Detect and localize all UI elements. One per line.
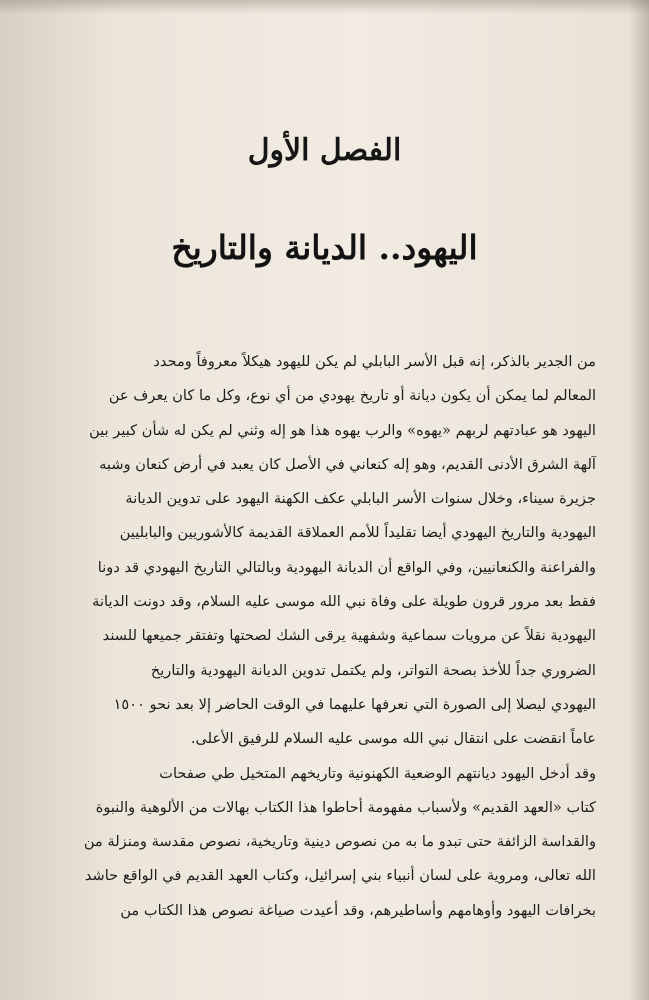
text-line: اليهودي ليصلا إلى الصورة التي نعرفها عليهما في الوقت الحاضر إلا بعد نحو ١٥٠٠ <box>113 695 596 713</box>
text-line: اليهودية نقلاً عن مرويات سماعية وشفهية يرقى الشك لصحتها وتفتقر جميعها للسند <box>102 627 596 645</box>
text-line: من الجدير بالذكر، إنه قبل الأسر البابلي لم يكن لليهود هيكلاً معروفاً ومحدد <box>153 353 596 370</box>
paragraph-1 <box>62 345 618 757</box>
body-text <box>62 345 618 928</box>
text-line: اليهودية والتاريخ اليهودي أيضا تقليداً للأمم العملاقة القديمة كالأشوريين والبابليين <box>119 524 596 542</box>
text-line: كتاب «العهد القديم» ولأسباب مفهومة أحاطوا هذا الكتاب بهالات من الألوهية والنبوة <box>95 798 596 816</box>
text-line: عاماً انقضت على انتقال نبي الله موسى عليه السلام للرفيق الأعلى. <box>190 730 596 748</box>
text-line: جزيرة سيناء، وخلال سنوات الأسر البابلي عكف الكهنة اليهود على تدوين الديانة <box>125 490 596 508</box>
text-line: اليهود هو عبادتهم لربهم «يهوه» والرب يهوه هذا هو إله وثني لم يكن له شأن كبير بين <box>89 421 596 439</box>
page-top-shadow <box>0 0 649 14</box>
text-line: الضروري جداً للأخذ بصحة التواتر، ولم يكتمل تدوين الديانة اليهودية والتاريخ <box>150 661 596 679</box>
text-line: الله تعالى، ومروية على لسان أنبياء بني إسرائيل، وكتاب العهد القديم في الواقع حاشد <box>84 867 596 885</box>
text-line: فقط بعد مرور قرون طويلة على وفاة نبي الله موسى عليه السلام، وقد دونت الديانة <box>92 593 596 611</box>
paragraph-2 <box>62 757 618 928</box>
chapter-title: اليهود.. الديانة والتاريخ <box>171 228 478 267</box>
text-line: وقد أدخل اليهود ديانتهم الوضعية الكهنونية وتاريخهم المتخيل طي صفحات <box>159 764 596 782</box>
text-line: آلهة الشرق الأدنى القديم، وهو إله كنعاني في الأصل كان يعبد في أرض كنعان وشبه <box>99 455 596 473</box>
text-line: بخرافات اليهود وأوهامهم وأساطيرهم، وقد أعيدت صياغة نصوص هذا الكتاب من <box>120 901 596 919</box>
text-line: والقداسة الزائفة حتى تبدو ما به من نصوص دينية وتاريخية، نصوص مقدسة ومنزلة من <box>83 833 596 851</box>
text-line: المعالم لما يمكن أن يكون ديانة أو تاريخ يهودي من أي نوع، وكل ما كان يعرف عن <box>108 387 596 405</box>
text-line: والفراعنة والكنعانيين، وفي الواقع أن الديانة اليهودية وبالتالي التاريخ اليهودي قد دونا <box>97 558 596 576</box>
chapter-label: الفصل الأول <box>247 133 402 168</box>
